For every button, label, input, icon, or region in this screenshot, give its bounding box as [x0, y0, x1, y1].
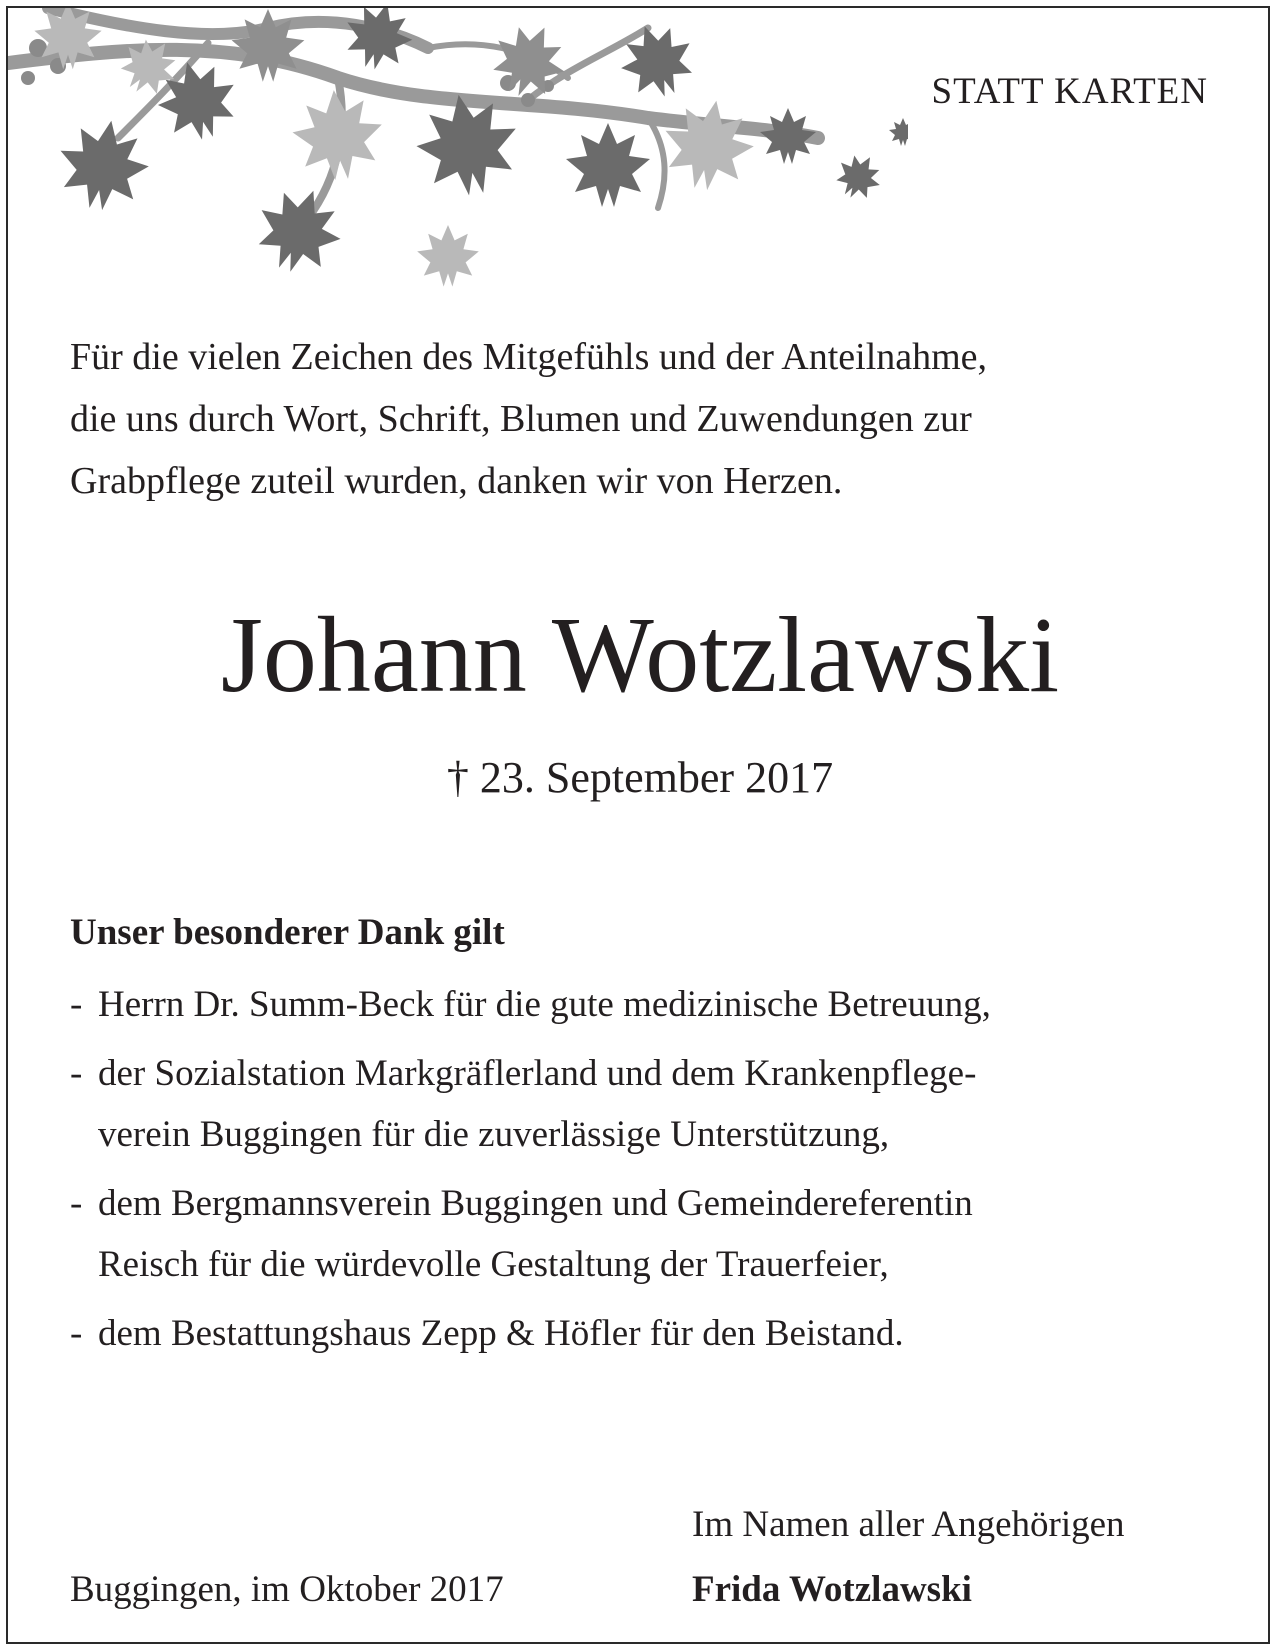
thanks-item-line: Reisch für die würdevolle Gestaltung der Trauerfeier,	[98, 1244, 889, 1285]
thanks-item-line: verein Buggingen für die zuverlässige Unterstützung,	[98, 1114, 890, 1155]
list-dash: -	[70, 1053, 83, 1094]
header-label: STATT KARTEN	[931, 71, 1208, 112]
deceased-name: Johann Wotzlawski	[220, 596, 1060, 715]
thanks-item-line: Herrn Dr. Summ-Beck für die gute medizinische Betreuung,	[98, 984, 991, 1025]
thanks-item	[70, 1173, 1240, 1295]
list-dash: -	[70, 1313, 83, 1354]
signoff-name: Frida Wotzlawski	[692, 1569, 972, 1610]
intro-text	[70, 326, 1230, 512]
intro-line: Für die vielen Zeichen des Mitgefühls und der Anteilnahme,	[70, 336, 988, 378]
thanks-item-line: dem Bergmannsverein Buggingen und Gemeindereferentin	[98, 1183, 973, 1224]
date-of-death: † 23. September 2017	[446, 753, 834, 802]
intro-line: Grabpflege zuteil wurden, danken wir von Herzen.	[70, 460, 843, 502]
signoff-intro: Im Namen aller Angehörigen	[692, 1504, 1125, 1545]
thanks-item-line: der Sozialstation Markgräflerland und dem Krankenpflege-	[98, 1053, 977, 1094]
obituary-card	[6, 6, 1270, 1644]
list-dash: -	[70, 984, 83, 1025]
thanks-item	[70, 1043, 1240, 1165]
intro-line: die uns durch Wort, Schrift, Blumen und Zuwendungen zur	[70, 398, 972, 440]
thanks-heading: Unser besonderer Dank gilt	[70, 912, 505, 953]
list-dash: -	[70, 1183, 83, 1224]
place-date: Buggingen, im Oktober 2017	[70, 1569, 504, 1610]
thanks-item	[70, 974, 1240, 1035]
maple-branch-icon	[8, 8, 908, 308]
thanks-item-line: dem Bestattungshaus Zepp & Höfler für den Beistand.	[98, 1313, 904, 1354]
thanks-item	[70, 1303, 1240, 1364]
thanks-list	[70, 974, 1240, 1372]
